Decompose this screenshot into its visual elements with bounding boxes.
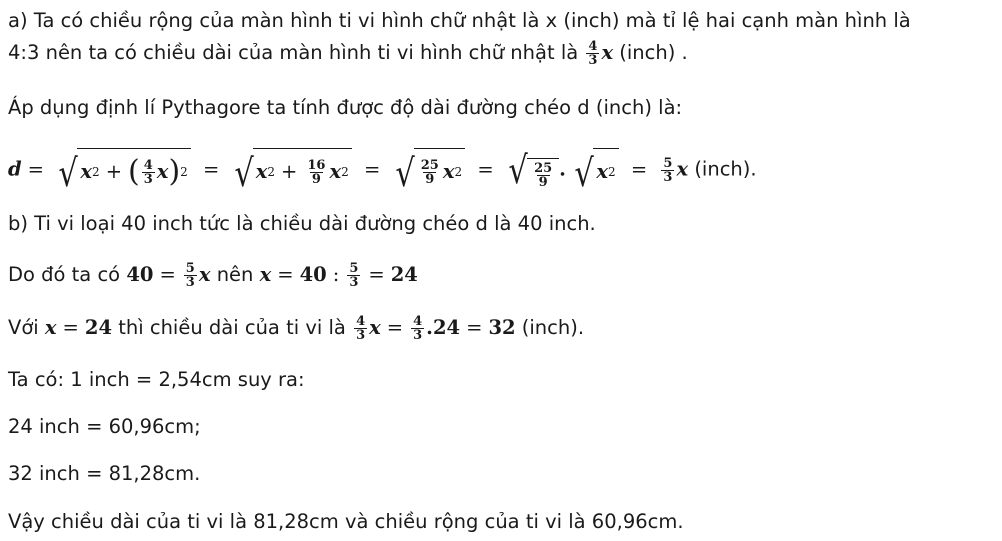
part-a-line-1: a) Ta có chiều rộng của màn hình ti vi hình chữ nhật là x (inch) mà tỉ lệ hai cạnh màn hình là bbox=[8, 9, 911, 32]
part-a-line-3: Áp dụng định lí Pythagore ta tính được độ dài đường chéo d (inch) là: bbox=[8, 96, 683, 119]
fraction-5-3: $\frac{5}{3}$ bbox=[663, 155, 673, 185]
part-b-line-4: Ta có: 1 inch = 2,54cm suy ra: bbox=[8, 368, 305, 391]
part-b-line-6: 32 inch = 81,28cm. bbox=[8, 462, 201, 485]
part-b-line-2-mid: nên bbox=[216, 263, 254, 286]
fraction-4-3: $\frac{4}{3}$ bbox=[588, 39, 598, 68]
part-b-line-3-mid: thì chiều dài của ti vi là bbox=[118, 316, 346, 339]
part-a-line-2: 4:3 nên ta có chiều dài của màn hình ti vi hình chữ nhật là $\frac{4}{3}$ x (inch) . bbox=[8, 39, 688, 68]
formula-unit: (inch). bbox=[694, 157, 757, 181]
sqrt-expression-1: √ x 2 + ( $\frac{4}{3}$ x ) 2 bbox=[56, 148, 191, 192]
sqrt-expression-2: √ x 2 + $\frac{16}{9}$ x 2 bbox=[232, 148, 352, 192]
part-b-line-2: Do đó ta có 40 = $\frac{5}{3}$ x nên x = 40 : $\frac{5}{3}$ = 24 bbox=[8, 261, 418, 290]
part-b-line-5: 24 inch = 60,96cm; bbox=[8, 415, 201, 438]
part-b-line-2-prefix: Do đó ta có bbox=[8, 263, 121, 286]
sqrt-expression-4: √ $\frac{25}{9}$ bbox=[506, 151, 559, 189]
sqrt-expression-5: √ x 2 bbox=[572, 148, 619, 192]
part-b-line-3-prefix: Với bbox=[8, 316, 39, 339]
part-a-line-2-suffix: (inch) . bbox=[619, 41, 688, 64]
part-b-line-3-suffix: (inch). bbox=[521, 316, 585, 339]
sqrt-expression-3: √ $\frac{25}{9}$ x 2 bbox=[393, 148, 466, 192]
part-b-line-3: Với x = 24 thì chiều dài của ti vi là $\frac{4}{3}$ x = $\frac{4}{3}$ .24 = 32 (inch). bbox=[8, 314, 585, 343]
diagonal-formula: d = √ x 2 + ( $\frac{4}{3}$ x ) 2 = √ x 2 + $\frac{16}{9}$ x 2 = √ $\frac{25}{9}$ x 2 = √ $\frac{25}{9}$ . √ x 2 = $\frac{5}{3}$ x (inch). bbox=[8, 148, 757, 195]
part-a-line-2-prefix: 4:3 nên ta có chiều dài của màn hình ti vi hình chữ nhật là bbox=[8, 41, 579, 64]
part-b-line-1: b) Ti vi loại 40 inch tức là chiều dài đường chéo d là 40 inch. bbox=[8, 212, 596, 235]
part-b-line-7: Vậy chiều dài của ti vi là 81,28cm và chiều rộng của ti vi là 60,96cm. bbox=[8, 510, 684, 533]
